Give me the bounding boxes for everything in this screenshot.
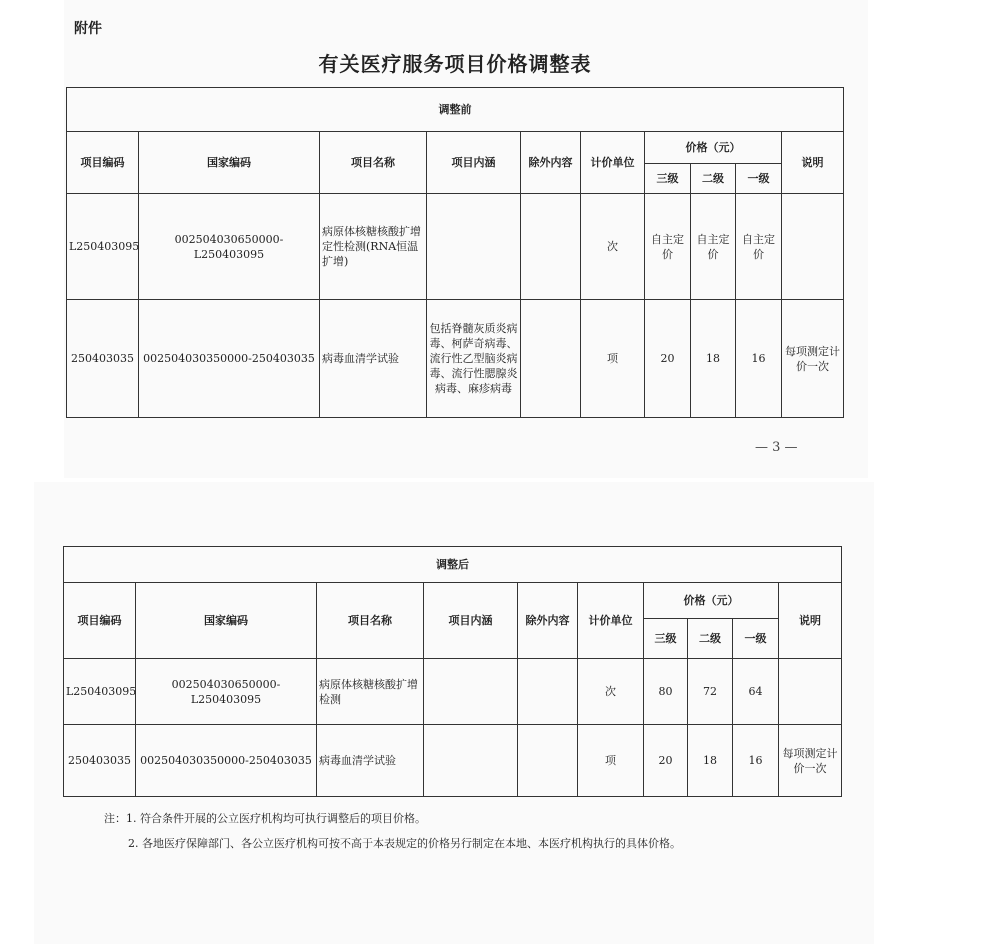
cell-grade2: 18 bbox=[688, 725, 733, 797]
caption-row bbox=[64, 547, 842, 583]
header-national-code: 国家编码 bbox=[136, 583, 317, 659]
cell-remark bbox=[779, 659, 842, 725]
cell-exclusions bbox=[521, 300, 581, 418]
after-adjustment-table bbox=[63, 546, 842, 797]
cell-grade3: 自主定价 bbox=[645, 194, 691, 300]
header-remark: 说明 bbox=[779, 583, 842, 659]
header-grade1: 一级 bbox=[733, 619, 779, 659]
cell-item-name: 病毒血清学试验 bbox=[320, 300, 427, 418]
header-remark: 说明 bbox=[782, 132, 844, 194]
cell-national-code: 002504030650000-L250403095 bbox=[139, 194, 320, 300]
caption-row bbox=[67, 88, 844, 132]
table-row bbox=[67, 300, 844, 418]
cell-grade1: 16 bbox=[736, 300, 782, 418]
cell-remark bbox=[782, 194, 844, 300]
footnote-1: 注：1. 符合条件开展的公立医疗机构均可执行调整后的项目价格。 bbox=[104, 812, 426, 825]
header-national-code: 国家编码 bbox=[139, 132, 320, 194]
header-unit: 计价单位 bbox=[581, 132, 645, 194]
header-price: 价格（元） bbox=[644, 583, 779, 619]
cell-grade1: 16 bbox=[733, 725, 779, 797]
header-grade2: 二级 bbox=[688, 619, 733, 659]
page-number: — 3 — bbox=[755, 440, 798, 455]
cell-exclusions bbox=[518, 659, 578, 725]
cell-national-code: 002504030350000-250403035 bbox=[139, 300, 320, 418]
header-price: 价格（元） bbox=[645, 132, 782, 164]
cell-national-code: 002504030650000-L250403095 bbox=[136, 659, 317, 725]
cell-exclusions bbox=[521, 194, 581, 300]
cell-grade2: 18 bbox=[691, 300, 736, 418]
cell-content bbox=[427, 194, 521, 300]
header-row bbox=[64, 583, 842, 619]
cell-unit: 项 bbox=[578, 725, 644, 797]
header-content: 项目内涵 bbox=[424, 583, 518, 659]
footnotes bbox=[104, 806, 681, 856]
header-item-code: 项目编码 bbox=[64, 583, 136, 659]
cell-unit: 项 bbox=[581, 300, 645, 418]
cell-grade2: 72 bbox=[688, 659, 733, 725]
cell-content bbox=[424, 725, 518, 797]
header-row bbox=[67, 132, 844, 164]
cell-grade3: 20 bbox=[644, 725, 688, 797]
cell-item-code: 250403035 bbox=[64, 725, 136, 797]
before-adjustment-table bbox=[66, 87, 844, 418]
cell-national-code: 002504030350000-250403035 bbox=[136, 725, 317, 797]
header-exclusions: 除外内容 bbox=[521, 132, 581, 194]
header-grade3: 三级 bbox=[645, 164, 691, 194]
cell-item-name: 病毒血清学试验 bbox=[317, 725, 424, 797]
header-item-name: 项目名称 bbox=[320, 132, 427, 194]
table-caption: 调整后 bbox=[64, 547, 842, 583]
cell-unit: 次 bbox=[578, 659, 644, 725]
footnote-2: 2. 各地医疗保障部门、各公立医疗机构可按不高于本表规定的价格另行制定在本地、本医疗机构执行的具体价格。 bbox=[128, 837, 681, 850]
table-row bbox=[64, 659, 842, 725]
table-caption: 调整前 bbox=[67, 88, 844, 132]
header-grade3: 三级 bbox=[644, 619, 688, 659]
attachment-label: 附件 bbox=[74, 21, 102, 37]
cell-grade3: 80 bbox=[644, 659, 688, 725]
cell-content: 包括脊髓灰质炎病毒、柯萨奇病毒、流行性乙型脑炎病毒、流行性腮腺炎病毒、麻疹病毒 bbox=[427, 300, 521, 418]
table-row bbox=[67, 194, 844, 300]
cell-exclusions bbox=[518, 725, 578, 797]
cell-grade1: 自主定价 bbox=[736, 194, 782, 300]
cell-grade3: 20 bbox=[645, 300, 691, 418]
cell-unit: 次 bbox=[581, 194, 645, 300]
cell-item-name: 病原体核糖核酸扩增定性检测(RNA恒温扩增) bbox=[320, 194, 427, 300]
cell-grade2: 自主定价 bbox=[691, 194, 736, 300]
cell-remark: 每项测定计价一次 bbox=[779, 725, 842, 797]
page-title: 有关医疗服务项目价格调整表 bbox=[318, 52, 592, 76]
header-grade2: 二级 bbox=[691, 164, 736, 194]
header-unit: 计价单位 bbox=[578, 583, 644, 659]
header-content: 项目内涵 bbox=[427, 132, 521, 194]
cell-grade1: 64 bbox=[733, 659, 779, 725]
header-exclusions: 除外内容 bbox=[518, 583, 578, 659]
cell-remark: 每项测定计价一次 bbox=[782, 300, 844, 418]
cell-item-name: 病原体核糖核酸扩增检测 bbox=[317, 659, 424, 725]
header-grade1: 一级 bbox=[736, 164, 782, 194]
header-item-code: 项目编码 bbox=[67, 132, 139, 194]
header-item-name: 项目名称 bbox=[317, 583, 424, 659]
table-row bbox=[64, 725, 842, 797]
cell-item-code: L250403095 bbox=[67, 194, 139, 300]
cell-content bbox=[424, 659, 518, 725]
cell-item-code: L250403095 bbox=[64, 659, 136, 725]
cell-item-code: 250403035 bbox=[67, 300, 139, 418]
